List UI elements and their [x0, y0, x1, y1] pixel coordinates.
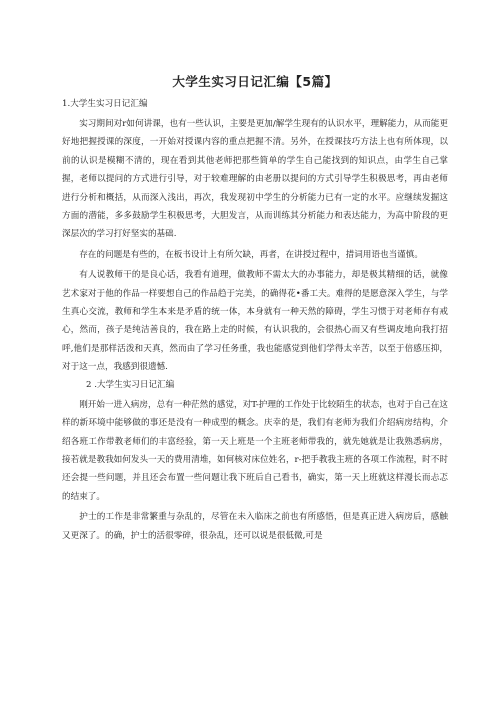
section-1-paragraph-1: 实习期间对r如何讲课，也有一些认识，主要是更加/解学生现有的认识水平，理解能力，从而能更好地把握授课的深度，一开始对授课内容的重点把握不清。另外，在授课技巧方法上也有所体现，以前的认识是模糊不清的，现在看到其他老师把那些简单的学生自己能找到的知识点，由学生自己掌握，老师以提问的方式进行引导，对于较难理解的由老册以提问的方式引导学生积极思考，再由老师进行分析和概括，从而深入浅出，再次，我发现初中学生的分析能力已有一定的水平。应继续发掘这方面的潜能，多多鼓励学生积极思考，大胆发言，从而训练其分析能力和表达能力，为高中阶段的更深层次的学习打好坚实的基础.: [62, 119, 448, 240]
section-2-paragraph-2: 护士的工作是非常繁重与杂乱的，尽管在未入临床之前也有所感悟，但是真正进入病房后，感触又更深了。的确，护士的活很零碎，很杂乱，还可以说是很低微,可是: [62, 512, 448, 541]
section-1-paragraph-3: 有人说教师干的是良心话，我看有道理，做教师不需太大的办事能力，却是极其精细的话，就像艺术家对于他的作品一样要想自己的作品趋于完美，的确得花•番工夫。难得的是愿意深入学生，与学生真心交流，教师和学生本来是矛盾的统一体，本身就有一种天然的障碍，学生习惯于对老师存有戒心，然而，孩子是纯洁善良的，我在路上走的时候，有认识我的，会很热心而又有些调皮地向我打招呼,他们是那样活泼和天真，然而由了学习任务重，我也能感觉到他们学得太辛苦，以至于倍感压抑，对于这一点，我感到很遗憾.: [62, 270, 448, 373]
section-2-paragraph-1: 刚开始一进入病房，总有一种茫然的感觉，对T-护理的工作处于比较陌生的状态，也对于自己在这样的新环境中能够做的事还是没有一种成型的概念。庆幸的是，我们有老师为我们介绍病房结构，介绍各班工作带教老师们的丰富经验，第一天上班是一个主班老师带我的，就先她就是让我熟悉病房，接若就是教我如何发头一天的费用清堆，如何核对床位姓名，r-把手教我主班的各项工作流程，时不时还会提一些问题，并且还会布置一些问题让我下班后自己看书，确实，第一天上班就这样漫长而忐忑的结束了。: [62, 399, 448, 502]
document-title: 大学生实习日记汇编【5篇】: [172, 74, 338, 89]
section-heading-1: 1.大学生实习日记汇编: [62, 99, 148, 109]
section-1-paragraph-2: 存在的问题是有些的，在板书设计上有所欠缺，再者，在讲授过程中，措词用语也当谨慎。: [79, 249, 423, 260]
section-heading-2: 2 .大学生实习日记汇编: [86, 379, 175, 390]
